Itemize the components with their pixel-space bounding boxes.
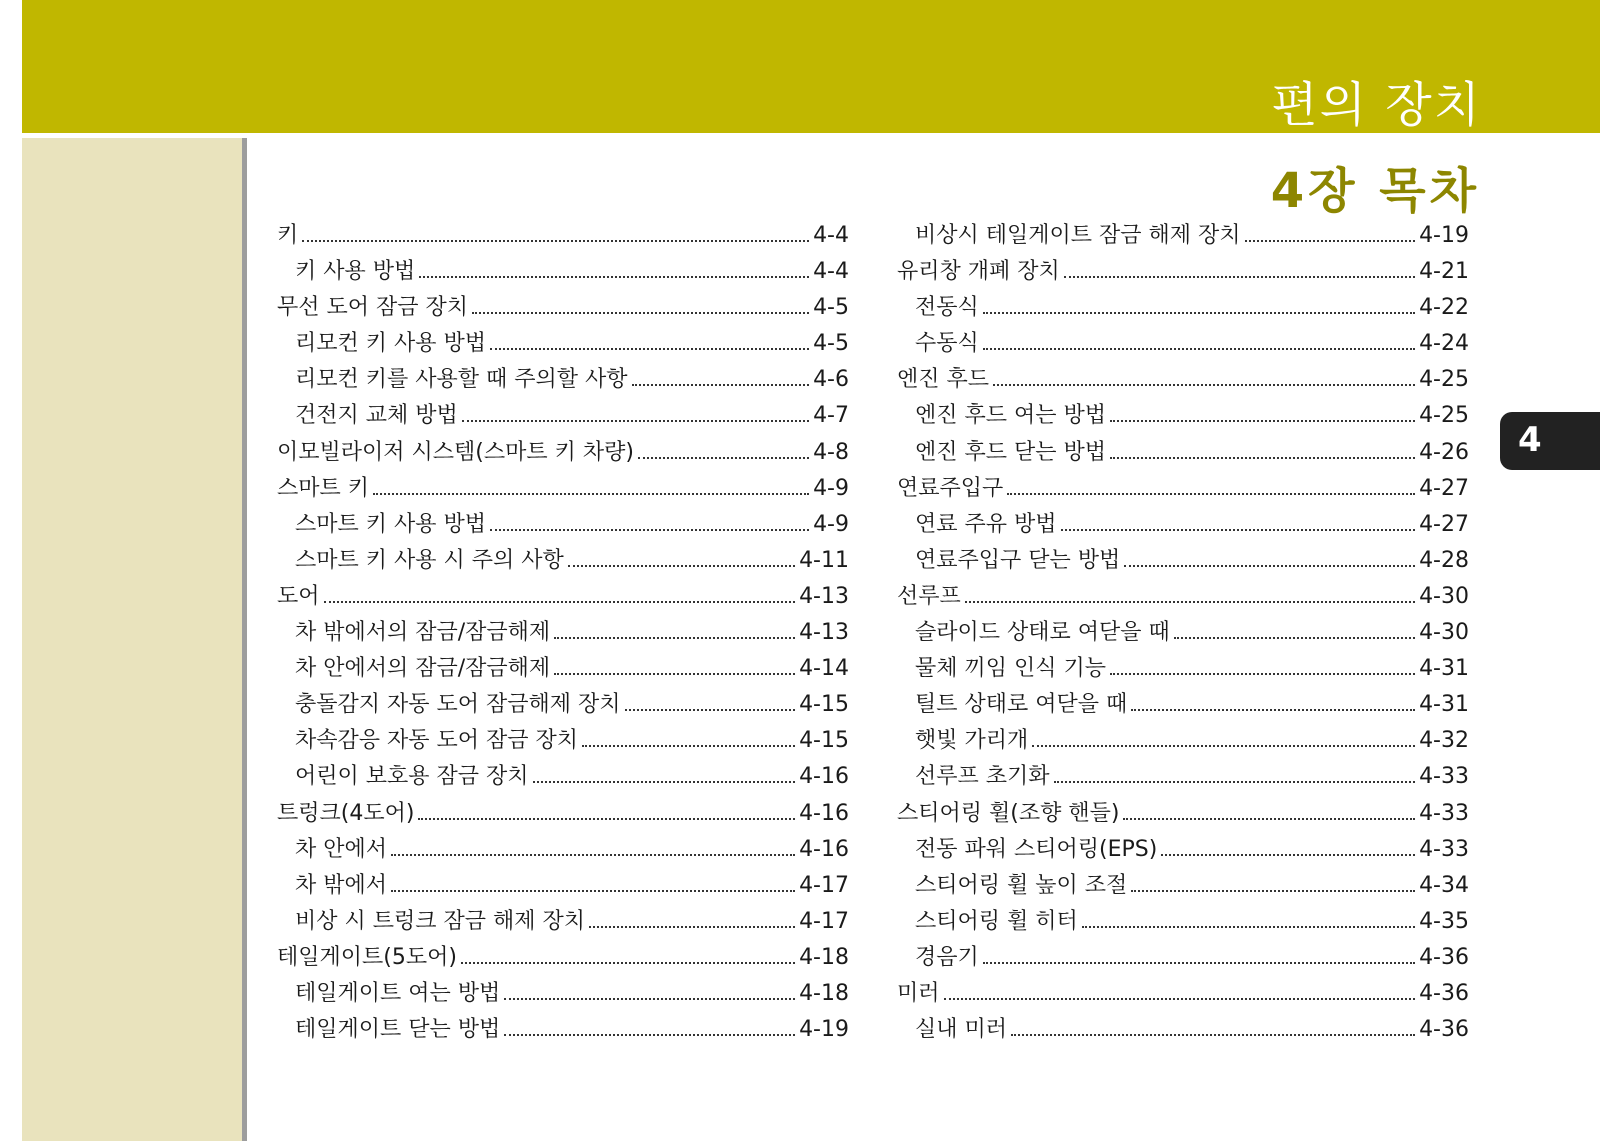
dot-leader [462, 420, 809, 422]
toc-entry-title: 차 밖에서의 잠금/잠금해제 [295, 620, 551, 646]
toc-page-number: 4-4 [813, 259, 849, 285]
dot-leader [1161, 854, 1415, 856]
dot-leader [1110, 420, 1415, 422]
toc-subentry[interactable] [897, 290, 1469, 326]
toc-entry-title: 수동식 [915, 331, 979, 357]
toc-entry-title: 전동 파워 스티어링(EPS) [915, 836, 1158, 862]
toc-page-number: 4-24 [1419, 331, 1469, 357]
dot-leader [1054, 781, 1416, 783]
toc-page-number: 4-33 [1419, 764, 1469, 790]
toc-entry-title: 슬라이드 상태로 여닫을 때 [915, 620, 1170, 646]
dot-leader [632, 384, 810, 386]
toc-subentry[interactable] [897, 687, 1469, 723]
toc-subentry[interactable] [277, 687, 849, 723]
toc-entry[interactable] [277, 579, 849, 615]
toc-page-number: 4-25 [1419, 403, 1469, 429]
dot-leader [554, 673, 795, 675]
toc-entry-title: 연료주입구 닫는 방법 [915, 547, 1121, 573]
toc-page-number: 4-15 [799, 692, 849, 718]
dot-leader [1110, 457, 1415, 459]
dot-leader [504, 998, 795, 1000]
toc-subentry[interactable] [897, 651, 1469, 687]
dot-leader [1064, 276, 1415, 278]
dot-leader [625, 709, 796, 711]
toc-subentry[interactable] [277, 904, 849, 940]
dot-leader [589, 926, 795, 928]
toc-page-number: 4-13 [799, 620, 849, 646]
toc-subentry[interactable] [277, 759, 849, 795]
dot-leader [490, 529, 809, 531]
toc-entry-title: 스티어링 휠 높이 조절 [915, 872, 1128, 898]
toc-page-number: 4-36 [1419, 980, 1469, 1006]
toc-entry[interactable] [897, 254, 1469, 290]
toc-page-number: 4-36 [1419, 944, 1469, 970]
toc-entry-title: 키 사용 방법 [295, 259, 416, 285]
toc-entry-title: 차 안에서 [295, 836, 388, 862]
toc-page-number: 4-33 [1419, 836, 1469, 862]
toc-page-number: 4-6 [813, 367, 849, 393]
dot-leader [638, 457, 809, 459]
toc-page-number: 4-16 [799, 836, 849, 862]
toc-entry-title: 선루프 초기화 [915, 764, 1050, 790]
toc-page-number: 4-26 [1419, 439, 1469, 465]
toc-subentry[interactable] [277, 398, 849, 434]
dot-leader [302, 240, 809, 242]
toc-entry-title: 도어 [277, 583, 320, 609]
toc-entry-title: 틸트 상태로 여닫을 때 [915, 692, 1128, 718]
toc-subentry[interactable] [277, 1012, 849, 1048]
toc-subentry[interactable] [897, 507, 1469, 543]
toc-entry-title: 건전지 교체 방법 [295, 403, 458, 429]
toc-entry-title: 키 [277, 223, 299, 248]
toc-entry-title: 트렁크(4도어) [277, 800, 415, 826]
toc-page-number: 4-30 [1419, 583, 1469, 609]
toc-page-number: 4-35 [1419, 908, 1469, 934]
dot-leader [324, 601, 796, 603]
toc-entry-title: 엔진 후드 닫는 방법 [915, 439, 1106, 465]
toc-subentry[interactable] [277, 723, 849, 759]
toc-entry-title: 햇빛 가리개 [915, 728, 1029, 754]
dot-leader [504, 1034, 795, 1036]
dot-leader [391, 890, 795, 892]
toc-entry-title: 경음기 [915, 944, 979, 970]
toc-entry-title: 차 안에서의 잠금/잠금해제 [295, 656, 551, 682]
toc-entry-title: 차 밖에서 [295, 872, 388, 898]
toc-subentry[interactable] [277, 868, 849, 904]
dot-leader [490, 348, 809, 350]
toc-page-number: 4-13 [799, 583, 849, 609]
toc-page-number: 4-9 [813, 511, 849, 537]
toc-page-number: 4-27 [1419, 511, 1469, 537]
dot-leader [1007, 493, 1415, 495]
dot-leader [1110, 673, 1415, 675]
dot-leader [983, 312, 1415, 314]
toc-entry[interactable] [277, 471, 849, 507]
toc-page-number: 4-14 [799, 656, 849, 682]
toc-subentry[interactable] [897, 832, 1469, 868]
toc-subentry[interactable] [897, 1012, 1469, 1048]
toc-page-number: 4-11 [799, 547, 849, 573]
toc-entry-title: 테일게이트 닫는 방법 [295, 1017, 501, 1043]
toc-subentry[interactable] [277, 832, 849, 868]
toc-entry-title: 선루프 [897, 583, 961, 609]
dot-leader [1174, 637, 1415, 639]
chapter-tab[interactable] [1500, 412, 1600, 470]
toc-entry-title: 리모컨 키를 사용할 때 주의할 사항 [295, 367, 628, 393]
toc-page-number: 4-4 [813, 223, 849, 248]
dot-leader [391, 854, 795, 856]
toc-entry-title: 스티어링 휠(조향 핸들) [897, 800, 1120, 826]
chapter-tab-number: 4 [1518, 420, 1542, 460]
dot-leader [993, 384, 1415, 386]
dot-leader [1123, 818, 1415, 820]
toc-page-number: 4-28 [1419, 547, 1469, 573]
toc-entry[interactable] [277, 290, 849, 326]
toc-subentry[interactable] [897, 615, 1469, 651]
toc-entry-title: 연료주입구 [897, 475, 1004, 501]
toc-page-number: 4-5 [813, 295, 849, 321]
toc-entry-title: 유리창 개폐 장치 [897, 259, 1060, 285]
dot-leader [1082, 926, 1415, 928]
toc-subentry[interactable] [277, 543, 849, 579]
toc-page-number: 4-19 [1419, 223, 1469, 248]
toc-entry-title: 스티어링 휠 히터 [915, 908, 1078, 934]
toc-entry-title: 스마트 키 [277, 475, 370, 501]
toc-subentry[interactable] [277, 326, 849, 362]
toc-page-number: 4-7 [813, 403, 849, 429]
dot-leader [554, 637, 795, 639]
toc-subentry[interactable] [897, 868, 1469, 904]
toc-entry[interactable] [277, 218, 849, 254]
toc-entry[interactable] [277, 435, 849, 471]
toc-page-number: 4-25 [1419, 367, 1469, 393]
toc-entry-title: 미러 [897, 980, 940, 1006]
toc-entry-title: 전동식 [915, 295, 979, 321]
dot-leader [533, 781, 796, 783]
dot-leader [419, 276, 809, 278]
toc-entry-title: 어린이 보호용 잠금 장치 [295, 764, 529, 790]
toc-page-number: 4-33 [1419, 800, 1469, 826]
toc-page-number: 4-27 [1419, 475, 1469, 501]
toc-entry-title: 엔진 후드 여는 방법 [915, 403, 1106, 429]
toc-subentry[interactable] [897, 435, 1469, 471]
dot-leader [1245, 240, 1416, 242]
toc-entry-title: 스마트 키 사용 방법 [295, 511, 486, 537]
dot-leader [944, 998, 1416, 1000]
toc-subentry[interactable] [897, 759, 1469, 795]
toc-page-number: 4-9 [813, 475, 849, 501]
dot-leader [983, 962, 1415, 964]
toc-subentry[interactable] [897, 904, 1469, 940]
toc-subentry[interactable] [897, 398, 1469, 434]
toc-entry-title: 테일게이트 여는 방법 [295, 980, 501, 1006]
toc-column-right [897, 218, 1469, 1048]
toc-subentry[interactable] [277, 615, 849, 651]
toc-page-number: 4-18 [799, 980, 849, 1006]
toc-entry[interactable] [277, 940, 849, 976]
toc-page-number: 4-18 [799, 944, 849, 970]
toc-page-number: 4-31 [1419, 656, 1469, 682]
dot-leader [1011, 1034, 1415, 1036]
toc-entry-title: 물체 끼임 인식 기능 [915, 656, 1106, 682]
dot-leader [472, 312, 809, 314]
toc-entry-title: 충돌감지 자동 도어 잠금해제 장치 [295, 692, 621, 718]
toc-page-number: 4-17 [799, 872, 849, 898]
toc-subentry[interactable] [277, 507, 849, 543]
toc-entry-title: 리모컨 키 사용 방법 [295, 331, 486, 357]
dot-leader [1032, 745, 1415, 747]
toc-entry-title: 무선 도어 잠금 장치 [277, 295, 468, 321]
toc-page-number: 4-15 [799, 728, 849, 754]
toc-page-number: 4-17 [799, 908, 849, 934]
toc-subentry[interactable] [897, 940, 1469, 976]
toc-page-number: 4-21 [1419, 259, 1469, 285]
toc-page-number: 4-5 [813, 331, 849, 357]
dot-leader [418, 818, 795, 820]
toc-column-left [277, 218, 849, 1048]
dot-leader [461, 962, 795, 964]
toc-subentry[interactable] [897, 326, 1469, 362]
toc-page-number: 4-22 [1419, 295, 1469, 321]
toc-entry[interactable] [897, 796, 1469, 832]
toc-subentry[interactable] [897, 723, 1469, 759]
chapter-heading: 4장 목차 [1270, 163, 1480, 219]
toc-subentry[interactable] [277, 254, 849, 290]
toc-page-number: 4-16 [799, 800, 849, 826]
toc-entry-title: 비상 시 트렁크 잠금 해제 장치 [295, 908, 585, 934]
toc-entry-title: 엔진 후드 [897, 367, 990, 393]
toc-entry-title: 이모빌라이저 시스템(스마트 키 차량) [277, 439, 634, 465]
dot-leader [1131, 890, 1415, 892]
dot-leader [373, 493, 809, 495]
toc-page-number: 4-8 [813, 439, 849, 465]
toc-entry-title: 테일게이트(5도어) [277, 944, 457, 970]
toc-entry-title: 비상시 테일게이트 잠금 해제 장치 [915, 223, 1241, 248]
toc-page-number: 4-31 [1419, 692, 1469, 718]
toc-entry[interactable] [897, 471, 1469, 507]
dot-leader [568, 565, 795, 567]
toc-subentry[interactable] [277, 651, 849, 687]
toc-entry[interactable] [897, 579, 1469, 615]
toc-entry-title: 스마트 키 사용 시 주의 사항 [295, 547, 564, 573]
toc-page-number: 4-32 [1419, 728, 1469, 754]
dot-leader [582, 745, 795, 747]
toc-entry-title: 실내 미러 [915, 1017, 1008, 1043]
dot-leader [1131, 709, 1415, 711]
toc-entry-title: 연료 주유 방법 [915, 511, 1057, 537]
dot-leader [1124, 565, 1415, 567]
toc-entry[interactable] [277, 796, 849, 832]
toc-page-number: 4-30 [1419, 620, 1469, 646]
toc-page-number: 4-34 [1419, 872, 1469, 898]
toc-subentry[interactable] [897, 543, 1469, 579]
dot-leader [983, 348, 1415, 350]
sidebar-divider [242, 138, 247, 1141]
toc-entry-title: 차속감응 자동 도어 잠금 장치 [295, 728, 578, 754]
dot-leader [965, 601, 1415, 603]
toc-subentry[interactable] [897, 218, 1469, 254]
toc-page-number: 4-16 [799, 764, 849, 790]
toc-page-number: 4-19 [799, 1017, 849, 1043]
dot-leader [1061, 529, 1416, 531]
sidebar-strip [22, 138, 242, 1141]
toc-subentry[interactable] [277, 362, 849, 398]
toc-subentry[interactable] [277, 976, 849, 1012]
section-title: 편의 장치 [1271, 77, 1482, 133]
toc-entry[interactable] [897, 976, 1469, 1012]
toc-page-number: 4-36 [1419, 1017, 1469, 1043]
toc-entry[interactable] [897, 362, 1469, 398]
